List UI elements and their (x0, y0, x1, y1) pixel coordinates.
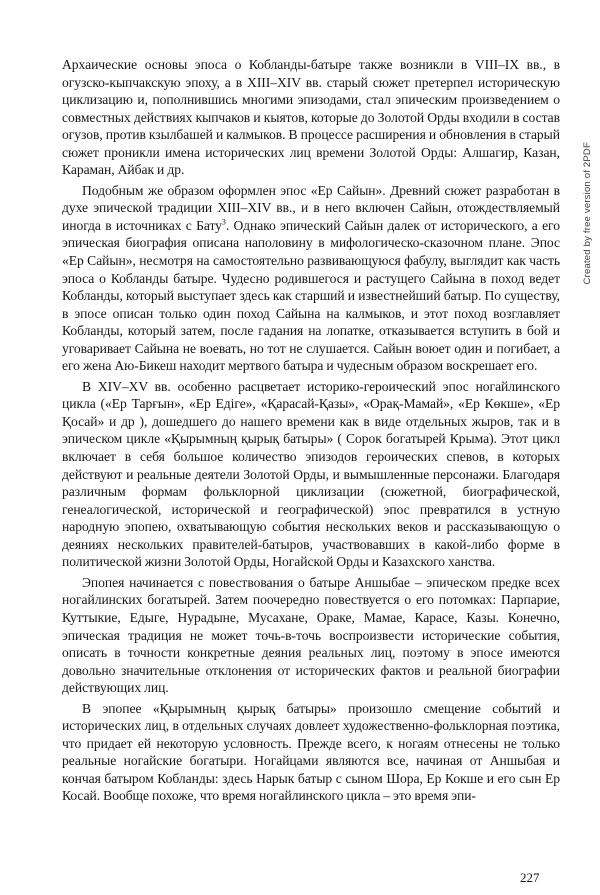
paragraph-2-end: . Однако эпический Сайын далек от исторического, а его эпическая биография описана наполовину в мифологическо-сказочном плане. Эпос «Ер Сайын», несмотря на самостоятельно развивающуюся фабулу, выглядит как часть эпоса о Кобланды батыре. Чудесно родившегося и растущего Сайына в поход ведет Кобланды, который выступает здесь как старший и известнейший батыр. По существу, в эпосе описан только один поход Сайына на калмыков, и этот поход возглавляет Кобланды, который затем, после гадания на лопатке, отказывается вступить в бой и уговаривает Сайына не воевать, но тот не слушается. Сайын воюет один и погибает, а его жена Аю-Бикеш находит мертвого батыра и чудесным образом воскрешает его. (62, 217, 560, 374)
side-watermark: Created by free version of 2PDF (582, 142, 593, 285)
page-number: 227 (520, 870, 540, 885)
body-text (62, 56, 560, 805)
paragraph-4: Эпопея начинается с повествования о батыре Аншыбае – эпическом предке всех ногайлинских богатырей. Затем поочередно повествуется о его потомках: Парпарие, Куттыкие, Едыге, Нурадыне, Мусахане, Ораке, Мамае, Карасе, Казы. Конечно, эпическая традиция не может точь-в-точь воспроизвести исторические события, описать в точности конкретные деяния реальных лиц, поэтому в эпосе имеются довольно значительные отклонения от исторических фактов и реальной биографии действующих лиц. (62, 574, 560, 696)
paragraph-5: В эпопее «Қырымның қырық батыры» произошло смещение событий и исторических лиц, в отдельных случаях довлеет художественно-фольклорная поэтика, что придает ей некоторую условность. Прежде всего, к ногаям отнесены не только реальные ногайские богатыри. Ногайцами являются все, начиная от Аншыбая и кончая батыром Кобланды: здесь Нарык батыр с сыном Шора, Ер Кокше и его сын Ер Косай. Вообще похоже, что время ногайлинского цикла – это время эпи- (62, 700, 560, 804)
paragraph-2-start: Подобным же образом оформлен эпос «Ер Сайын». Древний сюжет разработан в духе эпической традиции XIII–XIV вв., и в него включен Сайын, отождествляемый иногда в источниках с Бату (62, 182, 560, 233)
footnote-mark: 3 (221, 217, 226, 227)
paragraph-3: В XIV–XV вв. особенно расцветает историко-героический эпос ногайлинского цикла («Ер Тарғын», «Ер Едіге», «Қарасай-Қазы», «Орақ-Мамай», «Ер Көкше», «Ер Қосай» и др ), дошедшего до нашего времени как в виде отдельных жыров, так и в эпическом цикле «Қырымның қырық батыры» ( Сорок богатырей Крыма). Этот цикл включает в себя большое количество эпизодов героических спевов, в которых действуют и реальные деятели Золотой Орды, и вымышленные персонажи. Благодаря различным формам фольклорной циклизации (сюжетной, биографической, генеалогической, исторической и географической) эпос превратился в устную народную эпопею, охватывающую события нескольких веков и рассказывающую о деяниях нескольких правителей-батыров, участвовавших в какой-либо форме в политической жизни Золотой Орды, Ногайской Орды и Казахского ханства. (62, 378, 560, 570)
paragraph-2 (62, 182, 560, 375)
paragraph-1: Архаические основы эпоса о Кобланды-батыре также возникли в VIII–IX вв., в огузско-кыпчакскую эпоху, а в XIII–XIV вв. старый сюжет претерпел историческую циклизацию и, пополнившись многими эпизодами, стал эпическим произведением о совместных действиях кыпчаков и кыятов, которые до Золотой Орды входили в состав огузов, против кзылбашей и калмыков. В процессе расширения и обновления в старый сюжет проникли имена исторических лиц времени Золотой Орды: Алшагир, Казан, Караман, Айбак и др. (62, 57, 560, 178)
